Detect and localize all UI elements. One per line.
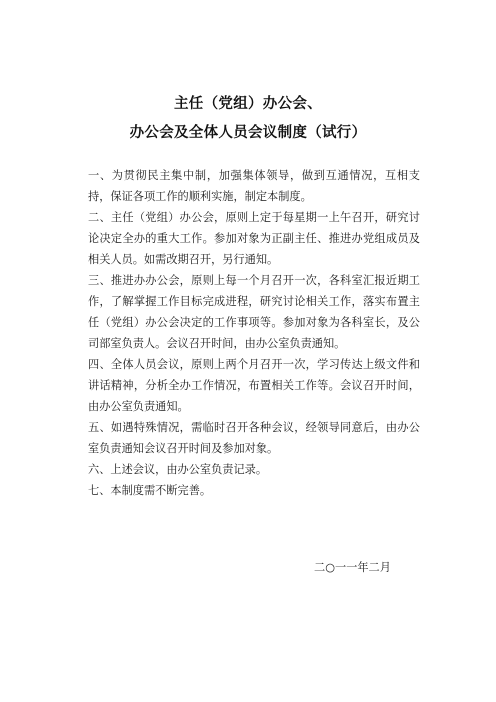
paragraph-3: 三、推进办办公会，原则上每一个月召开一次，各科室汇报近期工作，了解掌握工作目标完成进程，研究讨论相关工作，落实布置主任（党组）办公会决定的工作事项等。参加对象为各科室长，及公司部室负责人。会议召开时间，由办公室负责通知。	[88, 274, 420, 350]
document-title-line1: 主任（党组）办公会、	[174, 96, 322, 112]
paragraph-6: 六、上述会议，由办公室负责记录。	[88, 463, 268, 476]
paragraph-1: 一、为贯彻民主集中制，加强集体领导，做到互通情况，互相支持，保证各项工作的顺利实施，制定本制度。	[88, 169, 420, 203]
paragraph-5: 五、如遇特殊情况，需临时召开各种会议，经领导同意后，由办公室负责通知会议召开时间及参加对象。	[88, 421, 420, 455]
document-date: 二○一一年二月	[314, 561, 391, 574]
paragraph-2: 二、主任（党组）办公会，原则上定于每星期一上午召开，研究讨论决定全办的重大工作。参加对象为正副主任、推进办党组成员及相关人员。如需改期召开，另行通知。	[88, 211, 420, 266]
paragraph-4: 四、全体人员会议，原则上两个月召开一次，学习传达上级文件和讲话精神，分析全办工作情况，布置相关工作等。会议召开时间，由办公室负责通知。	[88, 358, 420, 413]
document-body	[88, 165, 420, 501]
document-title-line2: 办公会及全体人员会议制度（试行）	[129, 125, 367, 141]
paragraph-7: 七、本制度需不断完善。	[88, 484, 212, 497]
